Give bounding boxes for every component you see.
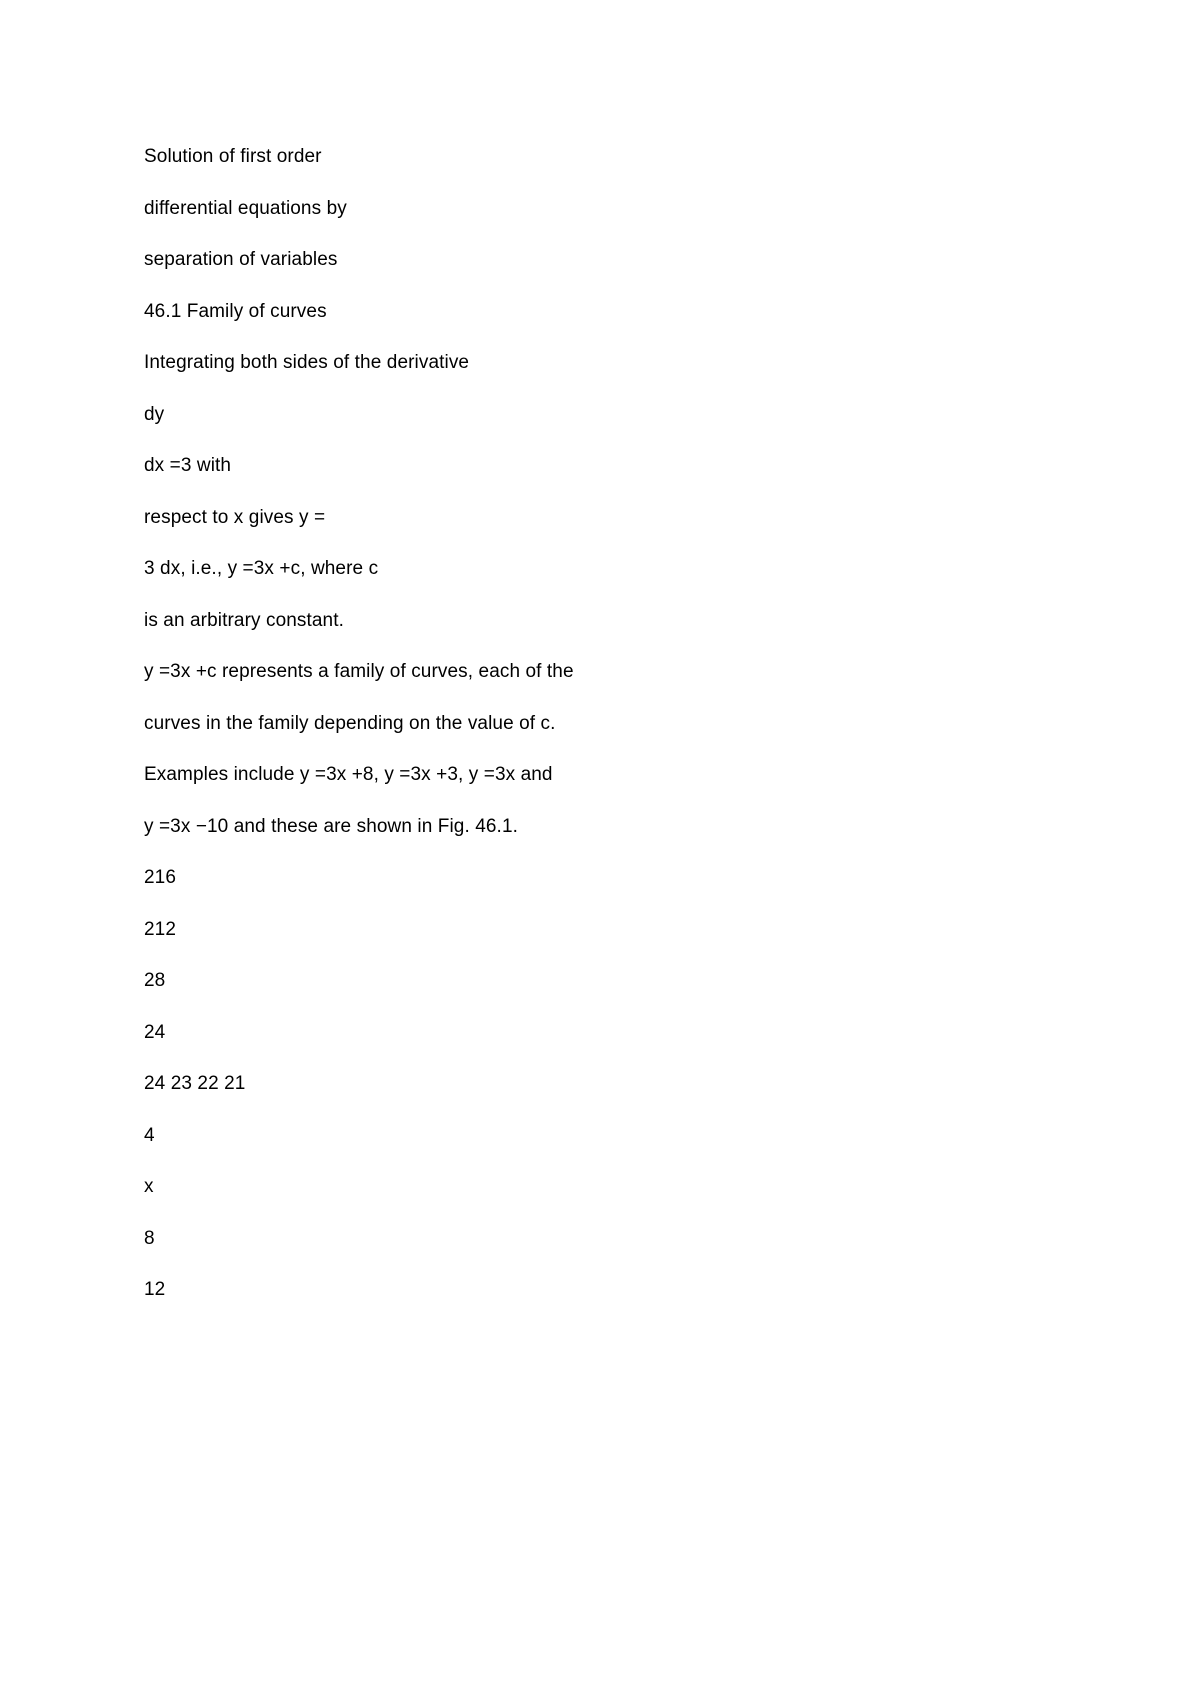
text-line-figure-label: 212 xyxy=(144,918,177,940)
text-line: dy xyxy=(144,403,165,425)
text-line: respect to x gives y = xyxy=(144,506,326,528)
text-line-title-2: differential equations by xyxy=(144,197,347,219)
text-line-figure-label: 24 xyxy=(144,1021,166,1043)
text-line: Examples include y =3x +8, y =3x +3, y =3x and xyxy=(144,764,553,785)
text-line: curves in the family depending on the value of c. xyxy=(144,712,556,734)
text-line-section-heading: 46.1 Family of curves xyxy=(144,300,327,322)
text-line-figure-label: 28 xyxy=(144,970,166,991)
text-line: y =3x +c represents a family of curves, each of the xyxy=(144,661,574,682)
text-line: dx =3 with xyxy=(144,455,232,476)
text-line: 3 dx, i.e., y =3x +c, where c xyxy=(144,558,379,579)
text-line-figure-label: 12 xyxy=(144,1279,166,1300)
text-line-figure-label: 24 23 22 21 xyxy=(144,1073,246,1094)
text-block xyxy=(144,131,1104,1316)
text-line-title-1: Solution of first order xyxy=(144,146,322,167)
text-line: is an arbitrary constant. xyxy=(144,609,344,631)
text-line-figure-label: 8 xyxy=(144,1227,155,1249)
text-line: y =3x −10 and these are shown in Fig. 46.1. xyxy=(144,815,518,837)
text-line-figure-label: 216 xyxy=(144,867,177,888)
text-line-figure-label: 4 xyxy=(144,1124,155,1146)
text-line: Integrating both sides of the derivative xyxy=(144,352,470,373)
text-line-figure-label: x xyxy=(144,1176,154,1197)
text-line-title-3: separation of variables xyxy=(144,249,338,270)
